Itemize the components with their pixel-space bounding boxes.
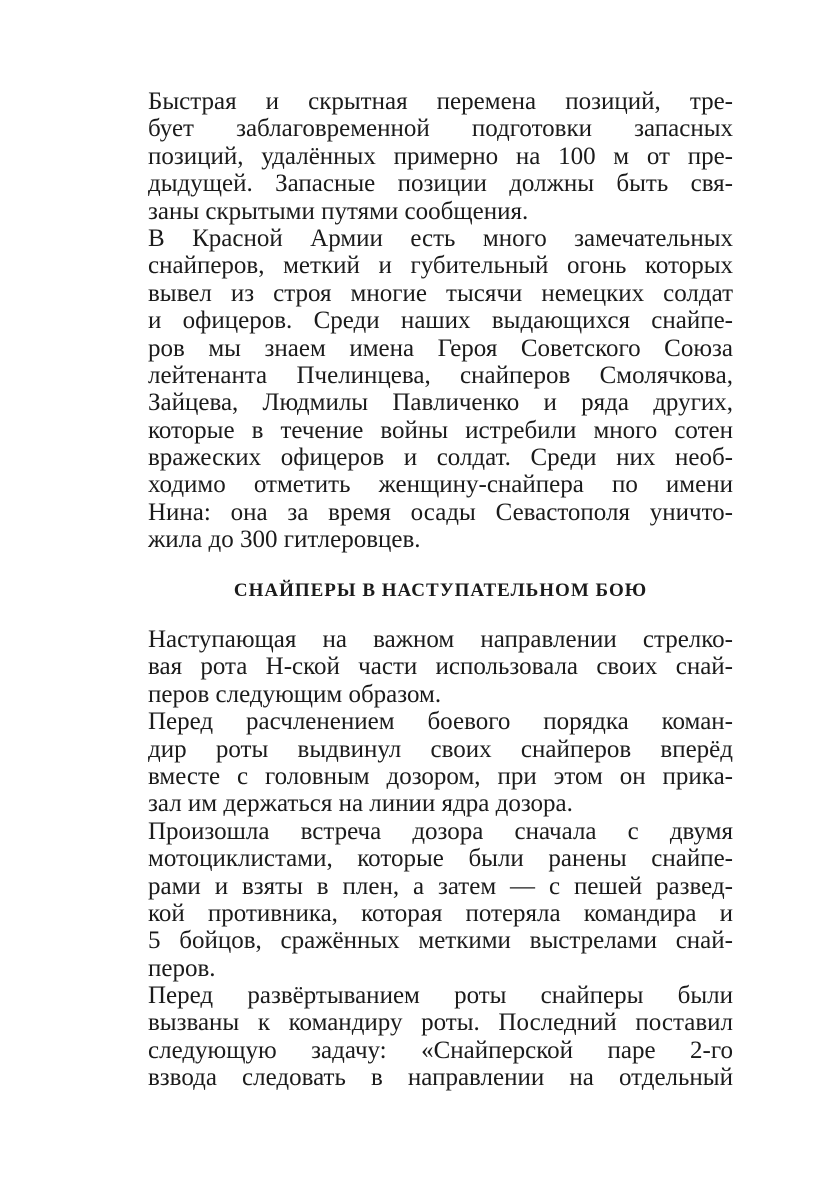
paragraph-red-army-snipers	[148, 225, 733, 554]
text-line: ходимо отметить женщину-снайпера по имени	[148, 471, 733, 499]
text-line: Наступающая на важном направлении стрелко-	[148, 626, 733, 653]
text-line: которые в течение войны истребили много сотен	[148, 416, 733, 444]
text-line: жила до 300 гитлеровцев.	[148, 526, 421, 554]
text-line: перов.	[148, 954, 216, 982]
text-line: рами и взяты в плен, а затем — с пешей развед-	[148, 872, 733, 900]
text-line: снайперов, меткий и губительный огонь которых	[148, 252, 733, 280]
text-line: лейтенанта Пчелинцева, снайперов Смолячкова,	[148, 361, 733, 389]
text-line: вая рота Н-ской части использовала своих снай-	[148, 653, 733, 681]
text-line: ров мы знаем имена Героя Советского Союза	[148, 334, 733, 362]
text-line: мотоциклистами, которые были ранены снайпе-	[148, 845, 733, 873]
text-line: позиций, удалённых примерно на 100 м от пре-	[148, 142, 733, 170]
paragraph-advancing-company	[148, 626, 733, 708]
text-line: бует заблаговременной подготовки запасных	[148, 115, 733, 143]
text-line: Зайцева, Людмилы Павличенко и ряда других,	[148, 389, 733, 417]
text-line: Нина: она за время осады Севастополя уничто-	[148, 498, 733, 526]
section-2	[148, 626, 733, 1092]
section-1	[148, 88, 733, 554]
text-line: вызваны к командиру роты. Последний поставил	[148, 1009, 733, 1037]
text-line: В Красной Армии есть много замечательных	[148, 224, 733, 252]
text-line: следующую задачу: «Снайперской паре 2-го	[148, 1036, 733, 1064]
text-line: вместе с головным дозором, при этом он прика-	[148, 762, 733, 790]
section-heading: СНАЙПЕРЫ В НАСТУПАТЕЛЬНОМ БОЮ	[233, 580, 648, 601]
paragraph-position-change	[148, 88, 733, 225]
text-line: кой противника, которая потеряла командира и	[148, 899, 733, 927]
text-line: Произошла встреча дозора сначала с двумя	[148, 817, 733, 845]
paragraph-before-deployment	[148, 708, 733, 818]
text-line: дыдущей. Запасные позиции должны быть свя-	[148, 170, 733, 198]
text-line: взвода следовать в направлении на отдельный	[148, 1064, 733, 1092]
text-line: Перед развёртыванием роты снайперы были	[148, 982, 733, 1010]
text-line: 5 бойцов, сражённых меткими выстрелами снай-	[148, 927, 733, 955]
text-line: Перед расчленением боевого порядка коман-	[148, 708, 733, 736]
text-line: вражеских офицеров и солдат. Среди них необ-	[148, 444, 733, 472]
paragraph-patrol-encounter	[148, 818, 733, 982]
text-line: зал им держаться на линии ядра дозора.	[148, 790, 573, 818]
text-line: дир роты выдвинул своих снайперов вперёд	[148, 735, 733, 763]
text-line: вывел из строя многие тысячи немецких солдат	[148, 279, 733, 307]
text-line: перов следующим образом.	[148, 680, 442, 708]
text-line: и офицеров. Среди наших выдающихся снайпе-	[148, 307, 733, 335]
text-line: Быстрая и скрытная перемена позиций, тре-	[148, 88, 733, 115]
text-line: заны скрытыми путями сообщения.	[148, 197, 529, 225]
paragraph-company-deployment	[148, 982, 733, 1092]
